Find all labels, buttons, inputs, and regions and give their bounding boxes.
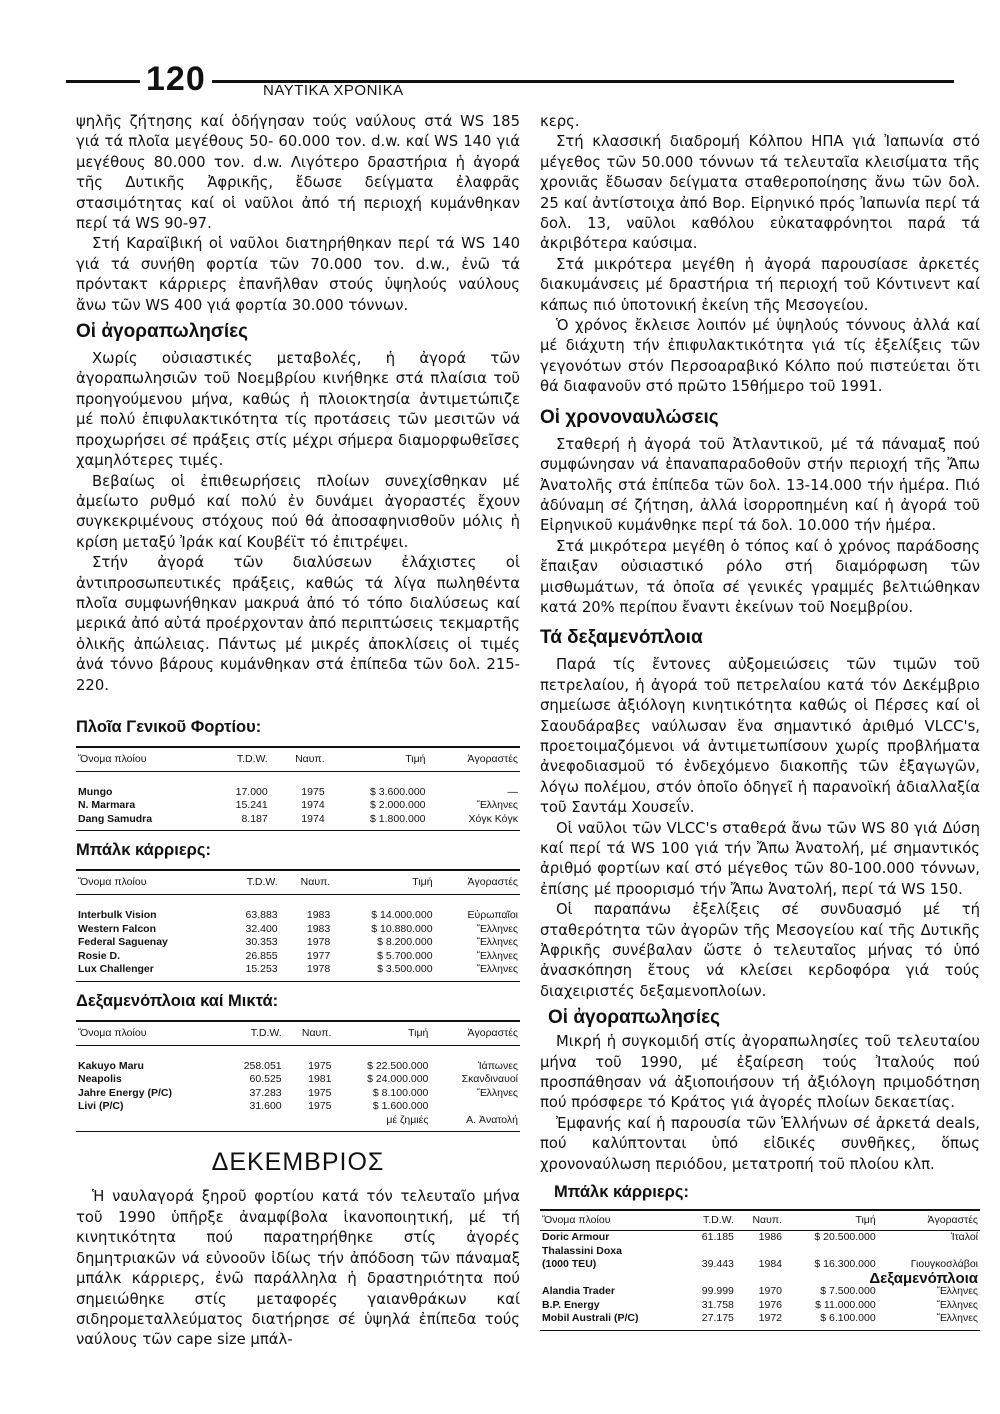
table-row (540, 1312, 980, 1326)
table-row (76, 923, 520, 937)
table-row (76, 909, 520, 923)
cell-name: Doric Armour (542, 1231, 610, 1244)
page-header (66, 62, 954, 102)
paragraph: Σταθερή ἡ ἀγορά τοῦ Ἀτλαντικοῦ, μέ τά πάναμαξ πού συμφώνησαν νά ἐπαναπαραδοθοῦν στήν περιοχή τῆς Ἄπω Ἀνατολῆς στά ἐπίπεδα τῶν δολ. 13-14.000 τήν ἡμέρα. Πιό ἀδύναμη σέ ζήτηση, ἀλλά ἰσορροπημένη καί ἡ ἀγορά τοῦ Εἰρηνικοῦ κυμάνθηκε περί τά δολ. 10.000 τήν ἡμέρα. (540, 435, 980, 535)
cell-price: $ 22.500.000 (367, 1059, 429, 1072)
cell-buyers: Ἰάπωνες (477, 1059, 518, 1072)
tankers-table (76, 1020, 520, 1133)
table-row (76, 813, 520, 827)
table-heading: Πλοῖα Γενικοῦ Φορτίου: (76, 717, 262, 736)
month-title: ΔΕΚΕΜΒΡΙΟΣ (211, 1148, 385, 1177)
cell-tdw: 258.051 (243, 1059, 282, 1072)
cell-built: 1974 (301, 799, 325, 812)
cell-name: Livi (P/C) (78, 1100, 124, 1113)
column-header-built: Ναυπ. (270, 747, 327, 772)
page-number: 120 (140, 60, 212, 99)
cell-name: Mobil Australi (P/C) (542, 1312, 639, 1325)
cell-buyers: Ἕλληνες (476, 799, 518, 812)
column-header-built: Ναυπ. (284, 1021, 334, 1046)
cell-name: Interbulk Vision (78, 909, 157, 922)
table-row (540, 1285, 980, 1299)
cell-price (784, 1245, 878, 1259)
cell-price: $ 14.000.000 (371, 909, 433, 922)
paragraph: Ὁ χρόνος ἔκλεισε λοιπόν μέ ὑψηλούς τόννους ἀλλά καί μέ διάχυτη τήν ἐπιφυλακτικότητα γιά τίς ἐξελίξεις τῶν γεγονότων στόν Περσοαραβικό Κόλπο πού πιστεύεται ὅτι θά διαφανοῦν στό πρῶτο 15θήμερο τοῦ 1991. (540, 317, 980, 396)
cell-built: 1978 (306, 963, 331, 976)
column-header-tdw: T.D.W. (221, 1021, 283, 1046)
table-row (76, 963, 520, 977)
cell-buyers: Ἕλληνες (476, 949, 518, 962)
cell-built: 1975 (308, 1059, 332, 1072)
cell-name: B.P. Energy (542, 1298, 600, 1311)
column-header-name: Ὄνομα πλοίου (76, 747, 208, 772)
table-row (76, 1100, 520, 1114)
cell-name: Jahre Energy (P/C) (78, 1086, 172, 1099)
cell-price: $ 11.000.000 (815, 1298, 876, 1311)
paragraph: Χωρίς οὐσιαστικές μεταβολές, ἡ ἀγορά τῶν ἀγοραπωλησιῶν τοῦ Νοεμβρίου κινήθηκε στά πλαίσια τοῦ προηγούμενου μήνα, καθώς ἡ πλοιοκτησία ἀντιμετώπιζε μέ πολύ ἐπιφυλακτικότητα τίς προτάσεις τῶν μεσιτῶν νά προχωρήσει σέ πράξεις στίς μέχρι σήμερα διαμορφωθεῖσες χαμηλότερες τιμές. (76, 350, 520, 470)
paragraph: Στή κλασσική διαδρομή Κόλπου ΗΠΑ γιά Ἰαπωνία στό μέγεθος τῶν 50.000 τόννων τά τελευταῖα κλεισίματα τῆς χρονιᾶς ἔδωσαν δείγματα σταθεροποίησης ἄνω τῶν δολ. 25 καί ἀντίστοιχα ἀπό Βορ. Εἰρηνικό πρός Ἰαπωνία περί τά δολ. 13, ναῦλοι καθόλου εὐκαταφρόνητοι παρά τά ἀκριβότερα καύσιμα. (540, 133, 980, 253)
cell-price: $ 3.500.000 (377, 963, 433, 976)
table-row (76, 799, 520, 813)
paragraph: Στά μικρότερα μεγέθη ἡ ἀγορά παρουσίασε ἀρκετές διακυμάνσεις μέ δραστήρια τή περιοχή τοῦ Κόντινεντ καί κάπως πιό ὑποτονική ἐκείνη τῆς Μεσογείου. (540, 255, 980, 314)
cell-price: $ 1.600.000 (372, 1100, 429, 1113)
cell-built: 1970 (758, 1285, 783, 1298)
table-heading: Δεξαμενόπλοια καί Μικτά: (76, 991, 279, 1010)
column-header-buyers: Ἀγοραστές (428, 747, 520, 772)
table-row (540, 1231, 980, 1245)
cell-built: 1983 (306, 909, 331, 922)
cell-tdw: 32.400 (245, 922, 278, 935)
section-heading: Οἱ χρονοναυλώσεις (540, 406, 719, 428)
cell-price: $ 2.000.000 (370, 799, 426, 812)
column-header-price: Τιμή (327, 747, 428, 772)
general-cargo-table (76, 746, 520, 832)
column-header-price: Τιμή (332, 870, 434, 895)
table-heading: Μπάλκ κάρριερς: (76, 841, 211, 860)
cell-built (284, 1114, 334, 1128)
section-heading: Τά δεξαμενόπλοια (540, 627, 703, 649)
table-row (76, 786, 520, 800)
paragraph: Ἡ ναυλαγορά ξηροῦ φορτίου κατά τόν τελευταῖο μήνα τοῦ 1990 ὑπῆρξε ἀναμφίβολα ἱκανοποιητική, μέ τή κινητικότητα πού παρατηρήθηκε στίς ἀγορές δημητριακῶν νά εὐνοοῦν ἰδίως τήν ἀπόδοση τῶν πάναμαξ μπάλκ κάρριερς, ἐνῶ παράλληλα ἡ δραστηριότητα πού σημειώθηκε στίς μεταφορές γαιανθράκων καί σιδηρομεταλλεύματος διατήρησε σέ ὑψηλά ἐπίπεδα τούς ναύλους τῶν cape size μπάλ- (76, 1188, 520, 1349)
cell-buyers (878, 1245, 980, 1259)
column-header-price: Τιμή (784, 1210, 878, 1231)
section-heading: Οἱ ἀγοραπωλησίες (548, 1007, 721, 1029)
column-header-tdw: T.D.W. (684, 1210, 736, 1231)
cell-tdw: 60.525 (249, 1073, 282, 1086)
cell-tdw: 61.185 (701, 1231, 734, 1244)
cell-price: $ 8.100.000 (372, 1086, 429, 1099)
cell-built: 1976 (758, 1298, 783, 1311)
cell-name: Dang Samudra (78, 812, 153, 825)
bulk-carriers-table (76, 869, 520, 982)
cell-buyers: Ἕλληνες (476, 922, 518, 935)
paragraph: Στά μικρότερα μεγέθη ὁ τόπος καί ὁ χρόνος παράδοσης ἔπαιξαν οὐσιαστικό ρόλο στή διαμόρφωση τῶν μισθωμάτων, τά ὁποῖα σέ γενικές γραμμές βελτιώθηκαν κατά 20% περίπου ἔναντι ἐκείνων τοῦ Νοεμβρίου. (540, 537, 980, 616)
cell-built (736, 1245, 784, 1259)
paragraph: Στήν ἀγορά τῶν διαλύσεων ἐλάχιστες οἱ ἀντιπροσωπευτικές πράξεις, καθώς τά λίγα πωληθέντα πλοῖα συμφωνήθηκαν μακρυά ἀπό τό τόπο διαλύσεως καί μερικά ἀπό αὐτά προέρχονταν ἀπό περιπτώσεις τεκμαρτῆς ὁλικῆς ἀπώλειας. Πάντως μέ μικρές ἀποκλίσεις οἱ τιμές ἀνά τόννο βάρους κυμάνθηκαν στά ἐπίπεδα τῶν δολ. 215-220. (76, 554, 520, 694)
table-heading: Μπάλκ κάρριερς: (554, 1183, 689, 1202)
cell-price: $ 16.300.000 (814, 1258, 876, 1271)
cell-buyers: Α. Ἀνατολή (466, 1113, 518, 1126)
column-header-name: Ὄνομα πλοίου (76, 870, 223, 895)
cell-buyers: Ἕλληνες (936, 1285, 978, 1298)
cell-built: 1984 (758, 1258, 783, 1271)
column-header-buyers: Ἀγοραστές (435, 870, 520, 895)
cell-built: 1977 (306, 949, 331, 962)
cell-built: 1972 (758, 1312, 783, 1325)
cell-name: Rosie D. (78, 949, 121, 962)
cell-buyers: Ἕλληνες (476, 936, 518, 949)
table-row (540, 1299, 980, 1313)
cell-name: Alandia Trader (542, 1285, 615, 1298)
paragraph: κερς. (540, 113, 580, 130)
column-header-tdw: T.D.W. (223, 870, 280, 895)
right-column (540, 112, 980, 1331)
cell-built: 1975 (308, 1100, 332, 1113)
cell-tdw: 99.999 (701, 1285, 734, 1298)
cell-name: Western Falcon (78, 922, 156, 935)
column-header-built: Ναυπ. (736, 1210, 784, 1231)
cell-buyers: Εὐρωπαῖοι (467, 909, 518, 922)
cell-buyers: Γιουγκοσλάβοι (910, 1258, 978, 1271)
paragraph: Οἱ ναῦλοι τῶν VLCC's σταθερά ἄνω τῶν WS 80 γιά Δύση καί περί τά WS 100 γιά τήν Ἄπω Ἀνατολή, μέ σημαντικός ἀριθμό φορτίων καί στό μέγεθος τῶν 80-100.000 τόννων, ἐπίσης μέ προορισμό τήν Ἄπω Ἀνατολή, περί τά WS 150. (540, 819, 980, 898)
column-header-price: Τιμή (333, 1021, 430, 1046)
table-row (76, 1114, 520, 1128)
cell-built: 1983 (306, 922, 331, 935)
table-row (76, 936, 520, 950)
column-header-name: Ὄνομα πλοίου (540, 1210, 684, 1231)
cell-name: Lux Challenger (78, 963, 154, 976)
cell-tdw: 17.000 (235, 785, 268, 798)
table-row (76, 950, 520, 964)
column-header-built: Ναυπ. (280, 870, 333, 895)
cell-price: $ 10.880.000 (371, 922, 433, 935)
cell-name: Federal Saguenay (78, 936, 168, 949)
magazine-title: ΝΑΥΤΙΚΑ ΧΡΟΝΙΚΑ (263, 82, 404, 99)
cell-name: Mungo (78, 785, 113, 798)
december-sales-table (540, 1209, 980, 1331)
cell-buyers: Χόγκ Κόγκ (468, 812, 518, 825)
cell-name (76, 1114, 221, 1128)
cell-buyers: Ἕλληνες (936, 1312, 978, 1325)
cell-built: 1981 (308, 1073, 332, 1086)
cell-price: $ 7.500.000 (820, 1285, 876, 1298)
cell-tdw: 31.600 (249, 1100, 282, 1113)
cell-price: $ 24.000.000 (367, 1073, 429, 1086)
cell-tdw: 30.353 (245, 936, 278, 949)
cell-tdw: 39.443 (701, 1258, 734, 1271)
cell-tdw: 31.758 (701, 1298, 734, 1311)
column-header-name: Ὄνομα πλοίου (76, 1021, 221, 1046)
cell-buyers: Σκανδιναυοί (461, 1073, 518, 1086)
cell-built: 1974 (301, 812, 325, 825)
cell-price: $ 8.200.000 (377, 936, 433, 949)
cell-tdw: 15.241 (235, 799, 268, 812)
cell-name: Kakuyo Maru (78, 1059, 144, 1072)
table-row (76, 1060, 520, 1074)
table-row (76, 1087, 520, 1101)
cell-buyers (430, 1100, 520, 1114)
cell-tdw: 63.883 (245, 909, 278, 922)
cell-buyers: — (507, 785, 518, 798)
paragraph: Παρά τίς ἔντονες αὐξομειώσεις τῶν τιμῶν τοῦ πετρελαίου, ἡ ἀγορά τοῦ πετρελαίου κατά τόν Δεκέμβριο σημείωσε ἀξιόλογη κινητικότητα καθώς οἱ Πέρσες καί οἱ Σαουδάραβες ναύλωσαν ἕνα σημαντικό ἀριθμό VLCC's, προετοιμαζόμενοι νά ἀντιμετωπίσουν χωρίς προβλήματα ἀνεφοδιασμοῦ τό ἐνδεχόμενο διακοπῆς τῶν ἐξαγωγῶν, λόγω πολέμου, στόν ὁποῖο ὁδηγεῖ ἡ παρανοϊκή ἀδιαλλαξία τοῦ Σαντάμ Χουσεΐν. (540, 656, 980, 817)
paragraph: Μικρή ἡ συγκομιδή στίς ἀγοραπωλησίες τοῦ τελευταίου μήνα τοῦ 1990, μέ ἐξαίρεση τούς Ἰταλούς πού προσπάθησαν νά ἀξιοποιήσουν τή ἀξιόλογη πριμοδότηση πού πρόσφερε τό Κράτος γιά ἀγορές πλοίων δεκαετίας. (540, 1033, 980, 1112)
cell-buyers: Ἕλληνες (476, 1086, 518, 1099)
section-heading: Οἱ ἀγοραπωλησίες (76, 321, 249, 343)
cell-price: $ 5.700.000 (377, 949, 433, 962)
paragraph: ψηλῆς ζήτησης καί ὁδήγησαν τούς ναύλους στά WS 185 γιά τά πλοῖα μεγέθους 50- 60.000 τον. d.w. καί WS 140 γιά μεγέθους 80.000 τον. d.w. Λιγότερο δραστήρια ἡ ἀγορά τῆς Δυτικῆς Ἀφρικῆς, ἔδωσε δείγματα ἐλαφρᾶς στασιμότητας καί οἱ ναῦλοι ἀπό τή περιοχή κυμάνθηκαν περί τά WS 90-97. (76, 113, 520, 233)
cell-name: (1000 TEU) (542, 1258, 597, 1271)
cell-tdw: 15.253 (245, 963, 278, 976)
cell-buyers: Ἕλληνες (476, 963, 518, 976)
cell-tdw: 8.187 (241, 812, 268, 825)
paragraph: Στή Καραϊβική οἱ ναῦλοι διατηρήθηκαν περί τά WS 140 γιά τά συνήθη φορτία τῶν 70.000 τον. d.w., ἐνῶ τά πρόντακτ κάρριερς ἐπανῆλθαν στούς ὑψηλούς ναύλους ἄνω τῶν WS 400 γιά φορτία 30.000 τόννων. (76, 235, 520, 314)
left-column (76, 112, 520, 1351)
paragraph: Βεβαίως οἱ ἐπιθεωρήσεις πλοίων συνεχίσθηκαν μέ ἀμείωτο ρυθμό καί πολύ ἐν δυνάμει ἀγοραστές ἔχουν συγκεκριμένους στόχους πού θά ἀποσαφηνισθοῦν μόλις ἡ κρίση μεταξύ Ἰράκ καί Κουβέϊτ τό ἐπιτρέψει. (76, 472, 520, 551)
cell-built: 1975 (308, 1086, 332, 1099)
table-row (76, 1073, 520, 1087)
cell-buyers: Ἕλληνες (936, 1298, 978, 1311)
cell-price: $ 6.100.000 (820, 1312, 876, 1325)
cell-name: N. Marmara (78, 799, 136, 812)
cell-name: Neapolis (78, 1073, 122, 1086)
cell-tdw (221, 1114, 283, 1128)
cell-built: 1986 (758, 1231, 783, 1244)
table-subheading: Δεξαμενόπλοια (869, 1269, 978, 1287)
cell-price: $ 20.500.000 (814, 1231, 876, 1244)
paragraph: Οἱ παραπάνω ἐξελίξεις σέ συνδυασμό μέ τή σταθερότητα τῶν ἀγορῶν τῆς Μεσογείου καί τῆς Δυτικῆς Ἀφρικῆς συνέβαλαν ὥστε ὁ τελευταῖος μήνας τό ὑπό ἀνασκόπηση ἔτους νά κλείσει κερδοφόρα γιά τούς διαχειριστές δεξαμενοπλοίων. (540, 901, 980, 1000)
cell-price: $ 1.800.000 (370, 812, 426, 825)
cell-built: 1975 (301, 785, 325, 798)
cell-tdw (684, 1245, 736, 1259)
paragraph: Ἐμφανής καί ἡ παρουσία τῶν Ἑλλήνων σέ ἀρκετά deals, πού καλύπτονται ὑπό εἰδικές συνθῆκες, ὅπως χρονοναύλωση περιόδου, μετατροπή τοῦ πλοίου κλπ. (540, 1114, 980, 1173)
column-header-buyers: Ἀγοραστές (878, 1210, 980, 1231)
cell-price: $ 3.600.000 (370, 785, 426, 798)
column-header-buyers: Ἀγοραστές (430, 1021, 520, 1046)
cell-tdw: 26.855 (245, 949, 278, 962)
cell-buyers: Ἰταλοί (950, 1231, 978, 1244)
cell-tdw: 37.283 (249, 1086, 282, 1099)
cell-name: Thalassini Doxa (542, 1244, 622, 1257)
column-header-tdw: T.D.W. (208, 747, 269, 772)
cell-tdw: 27.175 (701, 1312, 734, 1325)
table-row (540, 1245, 980, 1259)
cell-price: μέ ζημιές (386, 1113, 429, 1126)
cell-built: 1978 (306, 936, 331, 949)
